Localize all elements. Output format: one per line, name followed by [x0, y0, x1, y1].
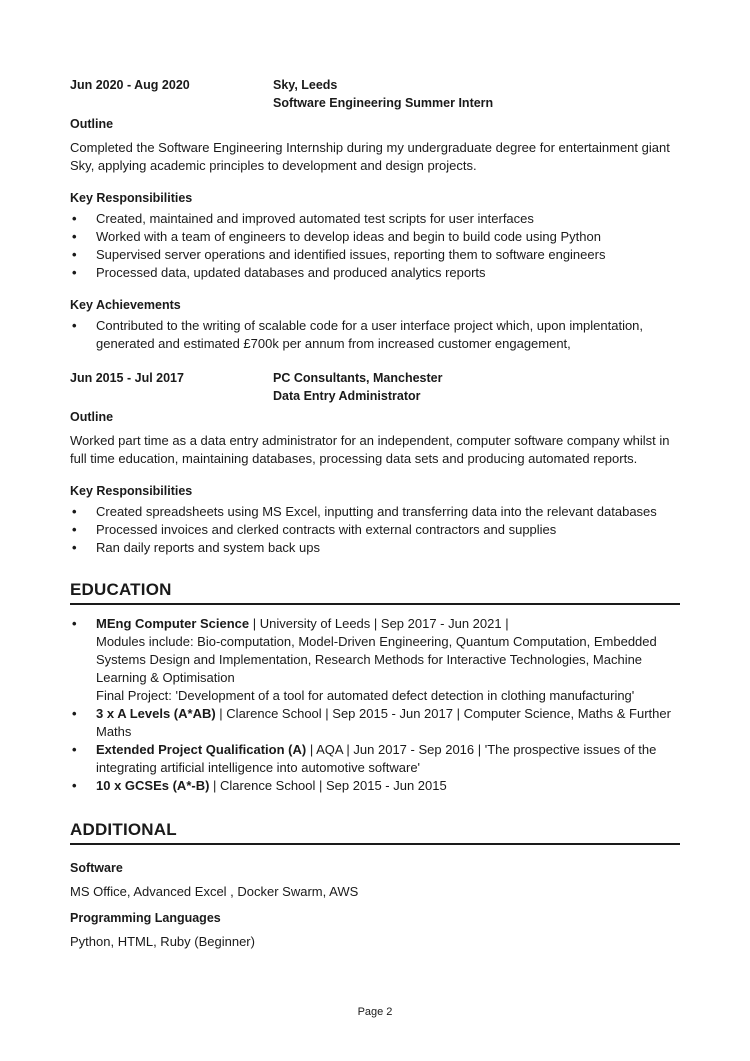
education-item [70, 615, 680, 705]
software-heading: Software [70, 861, 123, 875]
list-item: • Ran daily reports and system back ups [70, 539, 680, 557]
responsibilities-list [70, 210, 680, 282]
education-item [70, 741, 680, 777]
cv-page-2 [70, 76, 680, 951]
responsibilities-heading: Key Responsibilities [70, 484, 193, 498]
job-role: Software Engineering Summer Intern [273, 96, 494, 110]
job-dates: Jun 2020 - Aug 2020 [70, 78, 190, 92]
outline-text: Worked part time as a data entry administrator for an independent, computer software company whilst in full time education, maintaining databases, processing data sets and producing automated reports. [70, 433, 670, 466]
education-list [70, 615, 680, 795]
list-item: • Created, maintained and improved automated test scripts for user interfaces [70, 210, 680, 228]
qualification-title: 10 x GCSEs (A*-B) [96, 778, 210, 793]
qualification-project: Final Project: 'Development of a tool for automated defect detection in clothing manufacturing' [96, 688, 635, 703]
qualification-modules: Modules include: Bio-computation, Model-Driven Engineering, Quantum Computation, Embedded Systems Design and Implementation, Research Methods for Interactive Technologies, Machine Learning & Optimisation [96, 634, 657, 685]
responsibilities-list [70, 503, 680, 557]
job-header [70, 76, 680, 112]
education-heading: EDUCATION [70, 579, 680, 605]
job-org [273, 76, 680, 112]
languages-text: Python, HTML, Ruby (Beginner) [70, 934, 255, 949]
languages-heading: Programming Languages [70, 911, 221, 925]
qualification-title: 3 x A Levels (A*AB) [96, 706, 216, 721]
qualification-details: | Clarence School | Sep 2015 - Jun 2017 | Computer Science, Maths & Further Maths [96, 706, 671, 739]
page-number: Page 2 [357, 1006, 393, 1018]
job-header [70, 369, 680, 405]
qualification-details: | AQA | Jun 2017 - Sep 2016 | 'The prospective issues of the integrating artificial intelligence into automotive software' [96, 742, 657, 775]
job-company: PC Consultants, Manchester [273, 371, 443, 385]
qualification-details: | University of Leeds | Sep 2017 - Jun 2021 | [249, 616, 509, 631]
achievements-heading: Key Achievements [70, 298, 181, 312]
list-item: • Processed invoices and clerked contracts with external contractors and supplies [70, 521, 680, 539]
list-item: • Worked with a team of engineers to develop ideas and begin to build code using Python [70, 228, 680, 246]
responsibilities-heading: Key Responsibilities [70, 191, 193, 205]
list-item: • Created spreadsheets using MS Excel, inputting and transferring data into the relevant databases [70, 503, 680, 521]
qualification-title: Extended Project Qualification (A) [96, 742, 307, 757]
job-role: Data Entry Administrator [273, 389, 421, 403]
outline-heading: Outline [70, 117, 114, 131]
outline-heading: Outline [70, 410, 114, 424]
qualification-title: MEng Computer Science [96, 616, 250, 631]
education-item [70, 705, 680, 741]
job-org [273, 369, 680, 405]
qualification-details: | Clarence School | Sep 2015 - Jun 2015 [209, 778, 447, 793]
job-entry-pc-consultants [70, 369, 680, 557]
additional-heading: ADDITIONAL [70, 819, 680, 845]
list-item: • Supervised server operations and identified issues, reporting them to software engineers [70, 246, 680, 264]
job-entry-sky [70, 76, 680, 353]
software-text: MS Office, Advanced Excel , Docker Swarm, AWS [70, 884, 359, 899]
list-item: • Contributed to the writing of scalable code for a user interface project which, upon implentation, generated and estimated £700k per annum from increased customer engagement, [70, 317, 680, 353]
job-company: Sky, Leeds [273, 78, 338, 92]
job-dates: Jun 2015 - Jul 2017 [70, 371, 184, 385]
outline-text: Completed the Software Engineering Internship during my undergraduate degree for entertainment giant Sky, applying academic principles to development and design projects. [70, 140, 670, 173]
list-item: • Processed data, updated databases and produced analytics reports [70, 264, 680, 282]
achievements-list [70, 317, 680, 353]
education-item [70, 777, 680, 795]
